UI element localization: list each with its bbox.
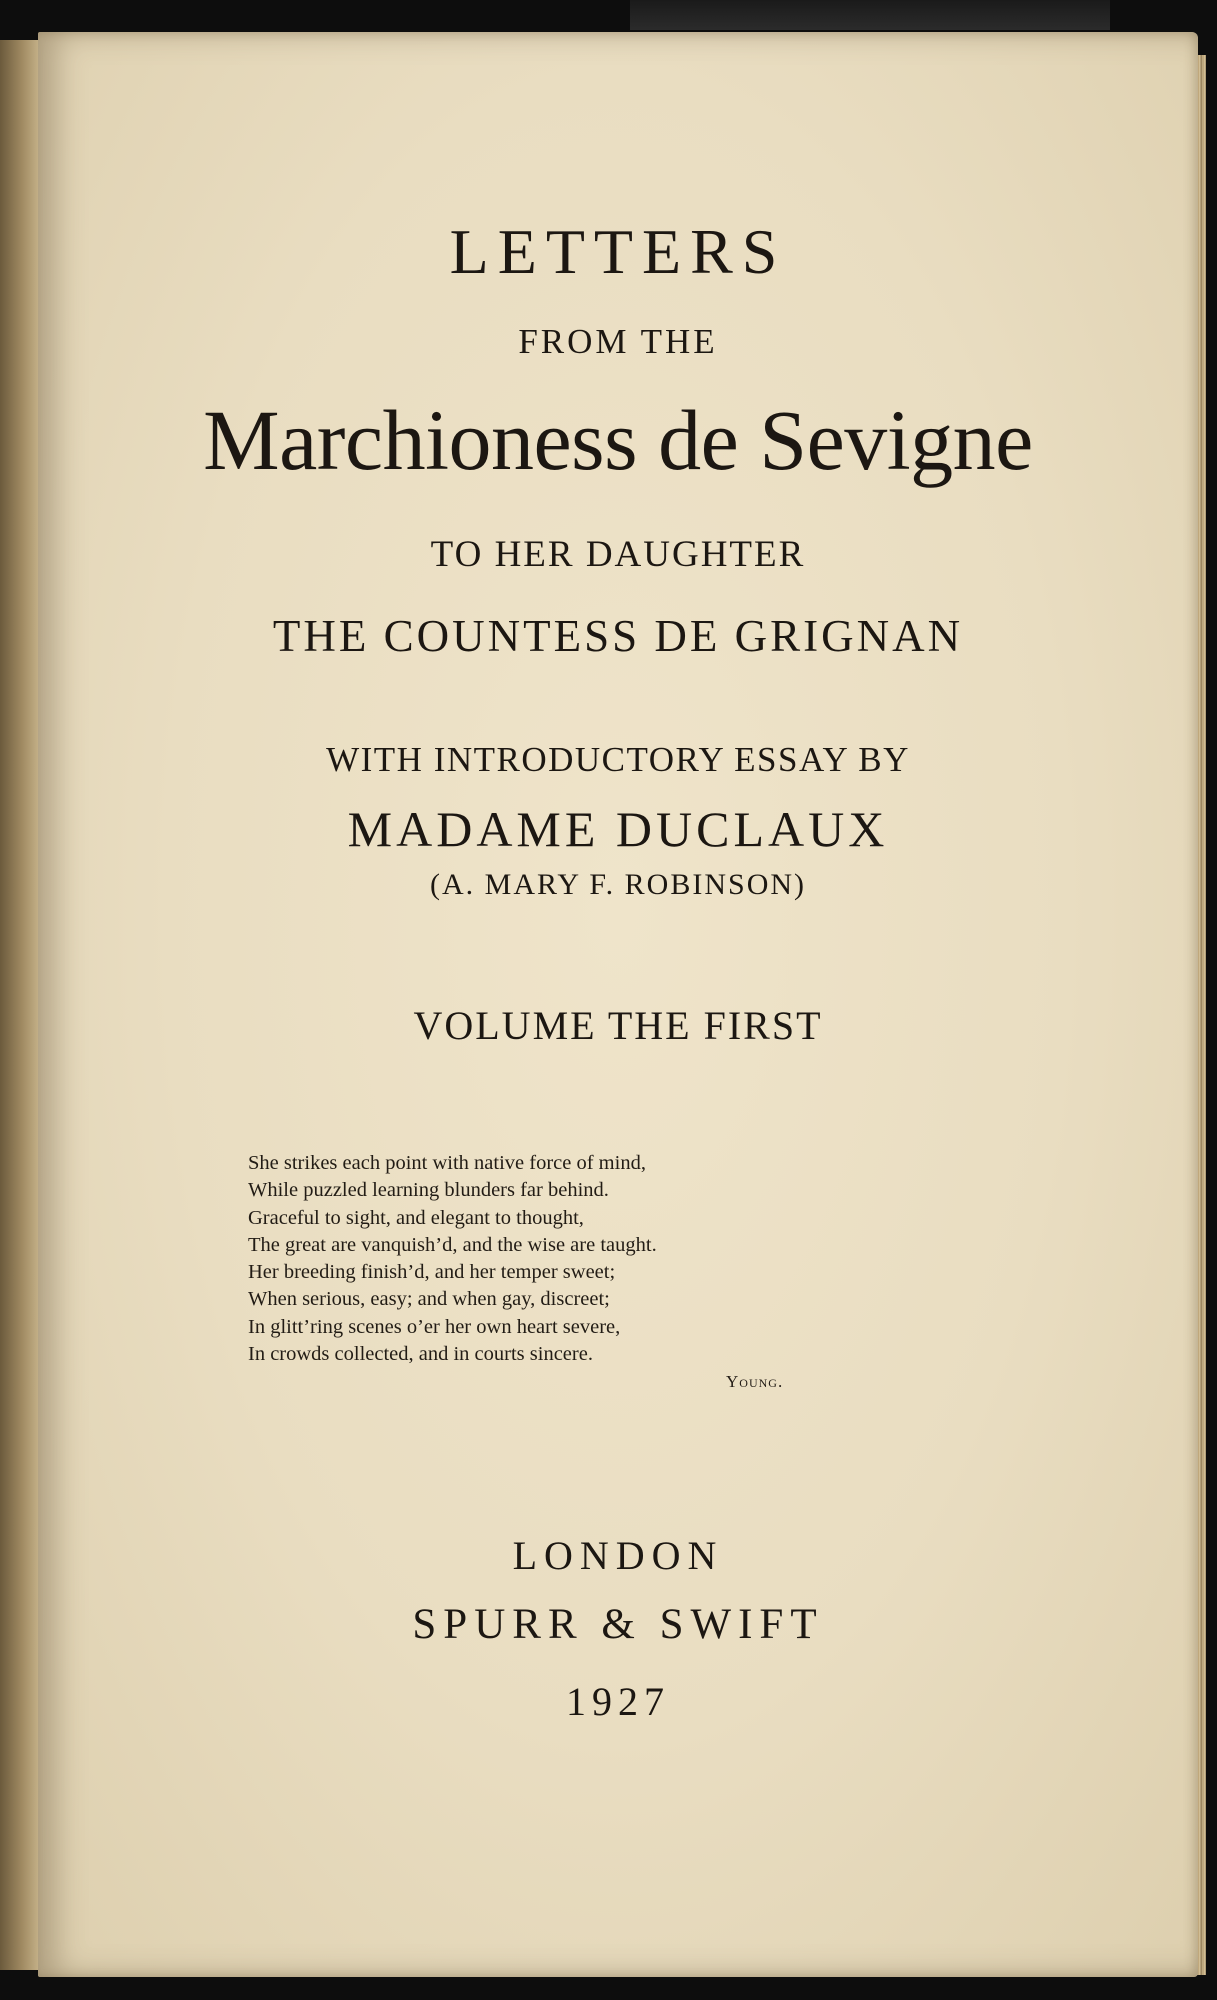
imprint-publisher: SPURR & SWIFT: [412, 1601, 824, 1648]
epigraph-line: She strikes each point with native force of mind,: [248, 1152, 646, 1174]
epigraph-line: Graceful to sight, and elegant to thought,: [248, 1206, 584, 1229]
title-letters: LETTERS: [449, 216, 787, 287]
epigraph-line: When serious, easy; and when gay, discreet;: [248, 1288, 610, 1311]
title-to-her-daughter: TO HER DAUGHTER: [430, 534, 806, 575]
epigraph-attribution: Young.: [726, 1372, 784, 1391]
epigraph-line: In crowds collected, and in courts sincere.: [248, 1343, 593, 1366]
epigraph-line: In glitt’ring scenes o’er her own heart severe,: [248, 1315, 621, 1338]
imprint-city: LONDON: [512, 1533, 724, 1578]
title-recipient: THE COUNTESS DE GRIGNAN: [272, 611, 964, 661]
title-essayist-alias: (A. MARY F. ROBINSON): [429, 868, 807, 901]
title-volume: VOLUME THE FIRST: [413, 1003, 823, 1048]
book-spine-background: [630, 0, 1110, 30]
title-from-the: FROM THE: [518, 322, 718, 361]
imprint-year: 1927: [566, 1679, 670, 1724]
title-essayist: MADAME DUCLAUX: [347, 801, 889, 857]
title-author-name: Marchioness de Sevigne: [203, 392, 1033, 488]
epigraph-line: While puzzled learning blunders far behind.: [248, 1179, 609, 1202]
epigraph-line: The great are vanquish’d, and the wise are taught.: [248, 1233, 657, 1256]
epigraph: [248, 1150, 848, 1368]
epigraph-line: Her breeding finish’d, and her temper sweet;: [248, 1261, 616, 1284]
title-essay-by: WITH INTRODUCTORY ESSAY BY: [326, 740, 910, 779]
